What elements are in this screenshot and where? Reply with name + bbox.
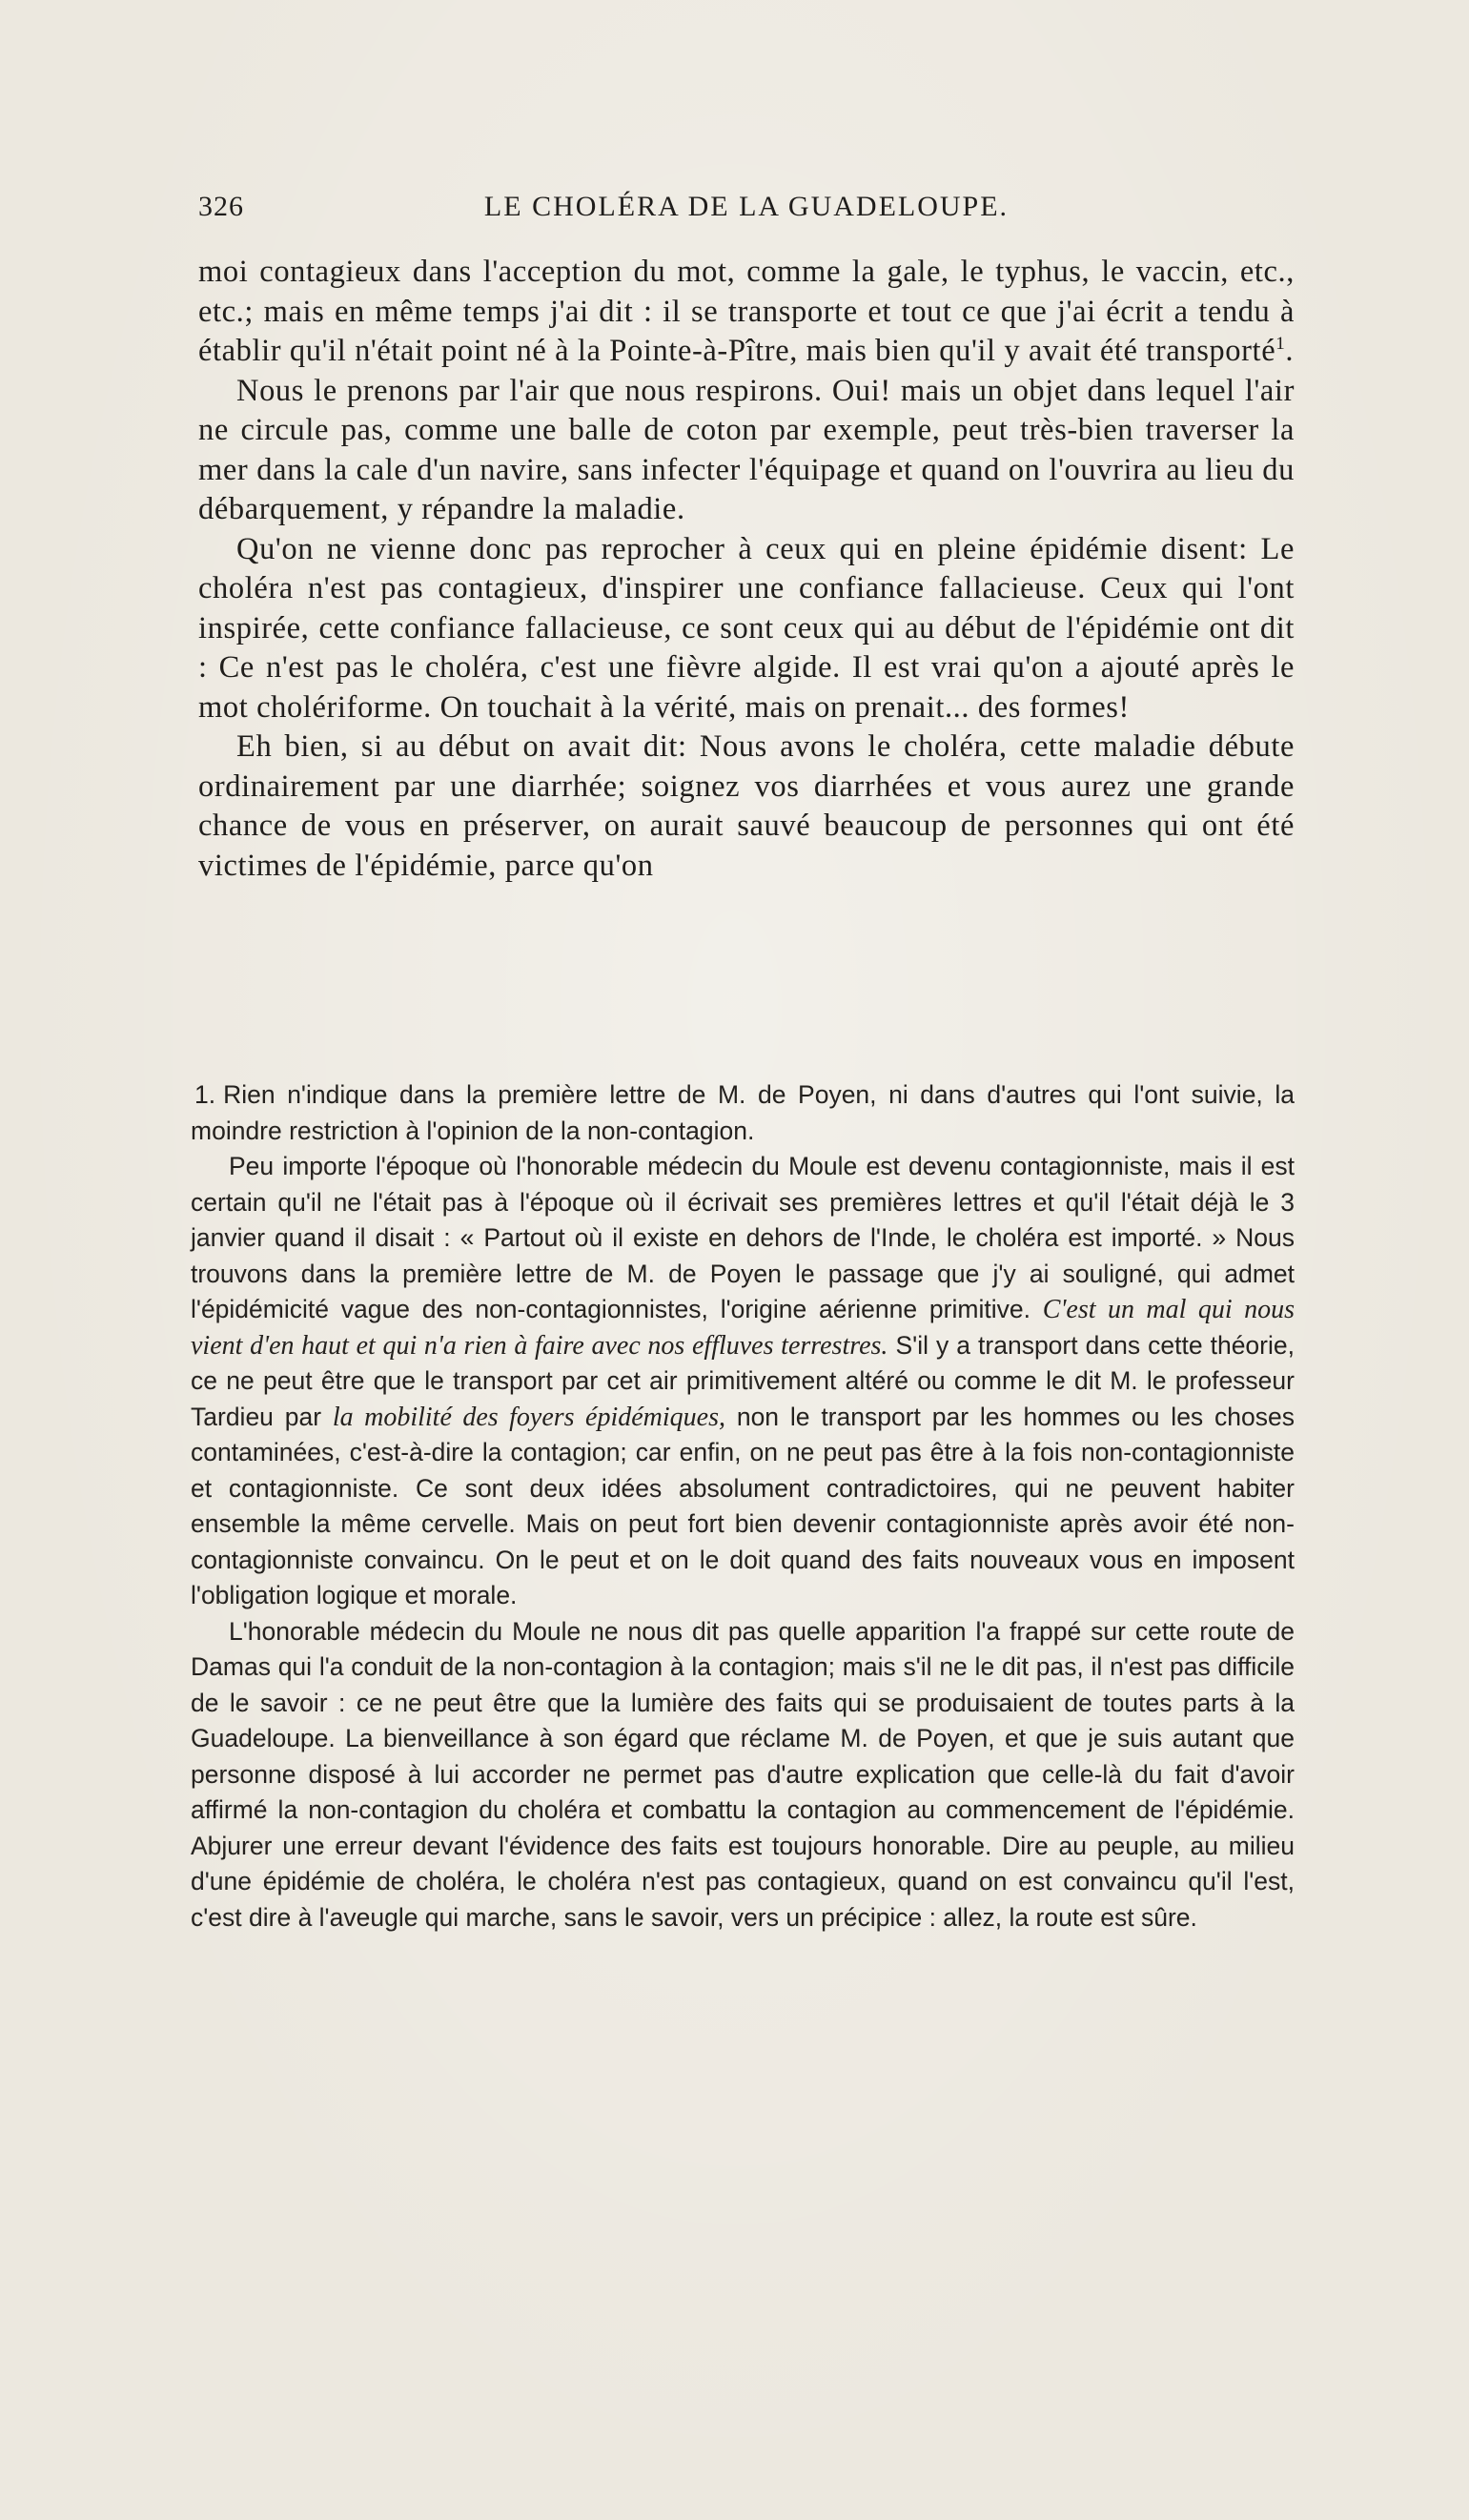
footnote — [191, 1077, 1295, 1149]
footnotes — [191, 1077, 1295, 1936]
paragraph: Nous le prenons par l'air que nous respirons. Oui! mais un objet dans lequel l'air ne circule pas, comme une balle de coton par exemple, peut très-bien traverser la mer dans la cale d'un navire, sans infecter l'équipage et quand on l'ouvrira au lieu du débarquement, y répandre la maladie. — [198, 373, 1295, 526]
footnote-number: 1. — [194, 1080, 216, 1109]
footnote-paragraph: L'honorable médecin du Moule ne nous dit pas quelle apparition l'a frappé sur cette route de Damas qui l'a conduit de la non-contagion à la contagion; mais s'il ne le dit pas, il n'est pas difficile de le savoir : ce ne peut être que la lumière des faits qui se produisaient de toutes parts à la Guadeloupe. La bienveillance à son égard que réclame M. de Poyen, et que je suis autant que personne disposé à lui accorder ne permet pas d'autre explication que celle-là du fait d'avoir affirmé la non-contagion du choléra et combattu la contagion au commencement de l'épidémie. Abjurer une erreur devant l'évidence des faits est toujours honorable. Dire au peuple, au milieu d'une épidémie de choléra, le choléra n'est pas contagieux, quand on est convaincu qu'il l'est, c'est dire à l'aveugle qui marche, sans le savoir, vers un précipice : allez, la route est sûre. — [191, 1616, 1295, 1932]
paragraph: Qu'on ne vienne donc pas reprocher à ceux qui en pleine épidémie disent: Le choléra n'est pas contagieux, d'inspirer une confiance fallacieuse. Ceux qui l'ont inspirée, cette confiance fallacieuse, ce sont ceux qui au début de l'épidémie ont dit : Ce n'est pas le choléra, c'est une fièvre algide. Il est vrai qu'on a ajouté après le mot cholériforme. On touchait à la vérité, mais on prenait... des formes! — [198, 531, 1295, 725]
footnote-text: Rien n'indique dans la première lettre de M. de Poyen, ni dans d'autres qui l'ont suivie, la moindre restriction à l'opinion de la non-contagion. — [191, 1080, 1295, 1145]
footnote-reference: 1 — [1275, 334, 1286, 355]
paragraph — [198, 253, 1295, 372]
running-title: LE CHOLÉRA DE LA GUADELOUPE. — [483, 191, 1010, 222]
footnote-quote: la mobilité des foyers épidémiques, — [332, 1402, 725, 1432]
footnote-text: S'il y a transport dans cette théorie, ce ne peut être que le transport par cet air primitivement altéré ou comme le dit M. le professeur Tardieu par — [191, 1330, 1295, 1431]
page-header — [198, 191, 1295, 229]
paragraph-text: . — [1285, 334, 1295, 368]
paragraph-text: moi contagieux dans l'acception du mot, comme la gale, le typhus, le vaccin, etc., etc.; mais en même temps j'ai dit : il se transporte et tout ce que j'ai écrit a tendu à établir qu'il n'était point né à la Pointe-à-Pître, mais bien qu'il y avait été transporté — [198, 255, 1295, 368]
footnote-paragraph — [191, 1149, 1295, 1614]
footnote-text: non le transport par les hommes ou les choses contaminées, c'est-à-dire la contagion; car enfin, on ne peut pas être à la fois non-contagionniste et contagionniste. Ce sont deux idées absolument contradictoires, qui ne peuvent habiter ensemble la même cervelle. Mais on peut fort bien devenir contagionniste après avoir été non-contagionniste convaincu. On le peut et on le doit quand des faits nouveaux vous en imposent l'obligation logique et morale. — [191, 1402, 1295, 1609]
footnote-text: Peu importe l'époque où l'honorable médecin du Moule est devenu contagionniste, mais il est certain qu'il ne l'était pas à l'époque où il écrivait ses premières lettres et qu'il l'était déjà le 3 janvier quand il disait : « Partout où il existe en dehors de l'Inde, le choléra est importé. » Nous trouvons dans la première lettre de M. de Poyen le passage que j'y ai souligné, qui admet l'épidémicité vague des non-contagionnistes, l'origine aérienne primitive. — [191, 1152, 1295, 1323]
paragraph: Eh bien, si au début on avait dit: Nous avons le choléra, cette maladie débute ordinairement par une diarrhée; soignez vos diarrhées et vous aurez une grande chance de vous en préserver, on aurait sauvé beaucoup de personnes qui ont été victimes de l'épidémie, parce qu'on — [198, 729, 1295, 883]
main-text — [198, 253, 1295, 886]
footnote-quote: C'est un mal qui nous vient d'en haut et qui n'a rien à faire avec nos effluves terrestres. — [191, 1295, 1295, 1361]
page-number: 326 — [198, 191, 244, 222]
